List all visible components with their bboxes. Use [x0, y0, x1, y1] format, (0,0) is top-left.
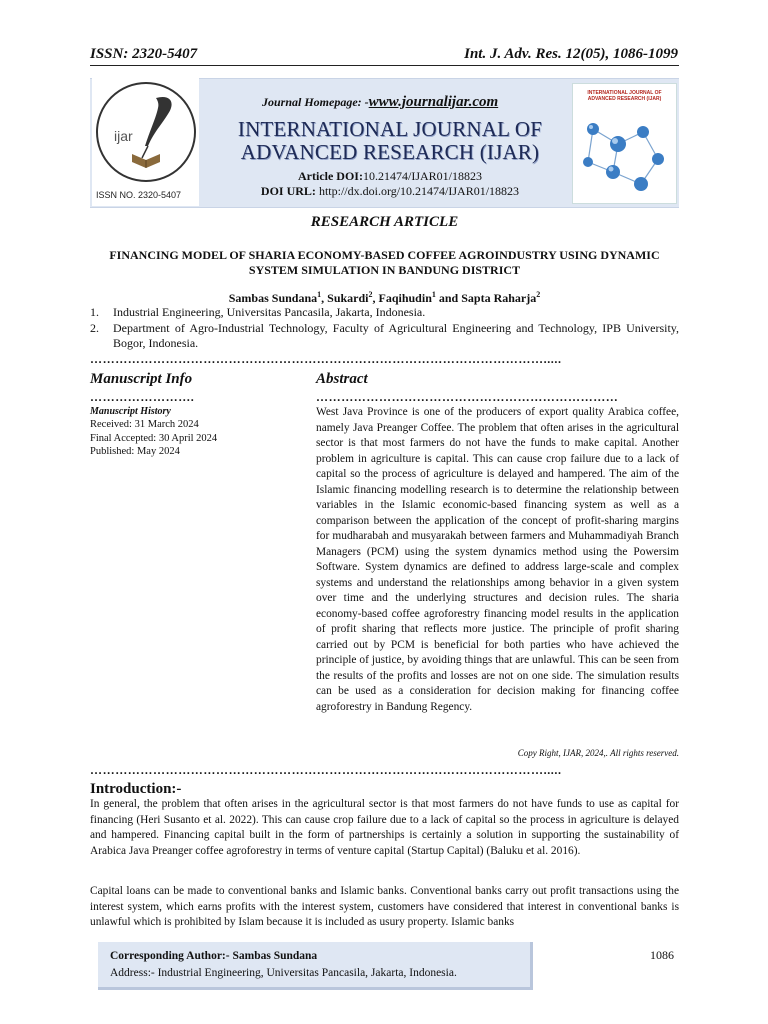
affiliation-text: Industrial Engineering, Universitas Pancasila, Jakarta, Indonesia. — [113, 305, 426, 319]
author-separator: , — [372, 291, 379, 305]
header-rule — [90, 65, 679, 66]
logo-issn: ISSN NO. 2320-5407 — [96, 190, 182, 200]
author: Sukardi — [327, 291, 369, 305]
address-text: - Industrial Engineering, Universitas Pancasila, Jakarta, Indonesia. — [150, 967, 457, 979]
doi-url-label: DOI URL: — [260, 184, 316, 198]
affiliation-number: 1. — [90, 305, 99, 319]
introduction-paragraph-2: Capital loans can be made to conventional banks and Islamic banks. Conventional banks carry out profit transactions using the interest system, which earns profits with the interest system, customers have considered that interest in conventional banks is unlawful which is prohibited by Islam because it is included as usury property. Islamic banks — [90, 885, 679, 928]
journal-cover-image — [572, 83, 677, 204]
author-address — [110, 967, 457, 979]
received-date: Received: 31 March 2024 — [90, 419, 199, 430]
copyright-notice: Copy Right, IJAR, 2024,. All rights reserved. — [517, 748, 679, 758]
author-separator: and — [435, 291, 462, 305]
journal-title-line1: INTERNATIONAL JOURNAL OF — [237, 117, 543, 141]
author-affiliation-mark: 2 — [368, 290, 373, 299]
paper-title-line1: FINANCING MODEL OF SHARIA ECONOMY-BASED COFFEE AGROINDUSTRY USING DYNAMIC — [109, 248, 660, 262]
abstract-heading: Abstract — [316, 371, 368, 387]
manuscript-history-label: Manuscript History — [90, 406, 171, 417]
doi-url-link[interactable]: http://dx.doi.org/10.21474/IJAR01/18823 — [315, 184, 520, 198]
introduction-paragraph-1: In general, the problem that often arises in the agricultural sector is that most farmers do not have funds to use as capital for financing (Heri Susanto et al. 2022). This can cause crop failure due to a lack of capital so the process in agriculture is delayed and hampered. Financing capital built in the form of partnerships is certainly a solution in supporting the sustainability of Arabica Java Preanger coffee agroforestry in terms of venture capital (Startup Capital) (Baluku et al. 2016). — [90, 798, 679, 857]
dotted-separator: ……………………. — [90, 390, 195, 404]
cover-title: INTERNATIONAL JOURNAL OF ADVANCED RESEARCH (IJAR) — [587, 90, 662, 102]
journal-title-line2: ADVANCED RESEARCH (IJAR) — [240, 140, 540, 164]
manuscript-info-heading: Manuscript Info — [90, 371, 193, 387]
paper-title-line2: SYSTEM SIMULATION IN BANDUNG DISTRICT — [248, 263, 521, 277]
dotted-separator: ………………………………………………………………………………………………..... — [90, 352, 562, 366]
ijar-logo — [92, 78, 199, 206]
corresponding-author: Corresponding Author:- Sambas Sundana — [110, 950, 318, 962]
introduction-heading: Introduction:- — [90, 781, 182, 797]
logo-text: ijar — [114, 128, 133, 144]
published-date: Published: May 2024 — [90, 446, 180, 457]
article-doi — [215, 169, 565, 184]
affiliation-2 — [90, 321, 679, 351]
corresponding-author-box — [98, 942, 533, 990]
journal-reference: Int. J. Adv. Res. 12(05), 1086-1099 — [464, 46, 678, 62]
paper-title — [90, 248, 679, 278]
author: Sambas Sundana — [228, 291, 318, 305]
journal-homepage — [262, 94, 498, 111]
molecule-icon — [573, 84, 676, 203]
homepage-label: Journal Homepage: - — [262, 95, 369, 109]
homepage-link[interactable]: www.journalijar.com — [368, 94, 499, 110]
affiliation-text: Department of Agro-Industrial Technology, Faculty of Agricultural Engineering and Technology, IPB University, Bogor, Indonesia. — [113, 321, 679, 350]
author-affiliation-mark: 2 — [536, 290, 541, 299]
quill-book-icon — [98, 84, 194, 180]
accepted-date: Final Accepted: 30 April 2024 — [90, 433, 218, 444]
issn-header: ISSN: 2320-5407 — [90, 46, 198, 62]
page-number: 1086 — [650, 948, 674, 962]
journal-title — [215, 118, 565, 164]
dotted-separator: ………………………………………………………………………………………………..... — [90, 763, 562, 777]
author-list — [90, 290, 679, 306]
author: Sapta Raharja — [461, 291, 537, 305]
affiliation-1 — [90, 305, 679, 320]
dotted-separator: ……………………………………………………………… — [316, 390, 619, 404]
doi-url — [215, 184, 565, 199]
logo-circle — [96, 82, 196, 182]
doi-value: 10.21474/IJAR01/18823 — [362, 169, 482, 183]
abstract-text: West Java Province is one of the producers of export quality Arabica coffee, namely Java Preanger Coffee. The problem that often arises in the agricultural sector is that most farmers do not have the funds to make capital. Another problem in agriculture is capital. This can cause crop failure due to a lack of capital so the process of agriculture is delayed and hampered. The aim of the Islamic financing modelling research is to determine the relationship between variables in the Islamic economic-based financing system as well as a comparison between the application of the concept of profit-sharing margins for mudharabah and musyarakah between farmers and Muhammadiyah Branch Managers (PCM) using the system dynamics method using the Powersim Software. System dynamics are defined to address large-scale and complex systems and understand the relationships among behavior in a given system over time and the underlying structures and decision rules. The sharia economy-based coffee agroforestry financing model results in the application of profit sharing that reflects more justice. The principle of profit sharing carried out by PCM is beneficial for both parties who have achieved the principle of justice, by avoiding things that are unlawful. This can be seen from the results of the profits and losses are not on one side. The simulation results can be used as a consideration for decision making for financing coffee agroforestry in Bandung Regency. — [316, 406, 679, 713]
author-affiliation-mark: 1 — [317, 290, 322, 299]
article-type: RESEARCH ARTICLE — [310, 214, 459, 230]
author-separator: , — [321, 291, 328, 305]
author: Faqihudin — [378, 291, 432, 305]
address-label: Address: — [110, 967, 151, 979]
affiliation-number: 2. — [90, 321, 99, 335]
author-affiliation-mark: 1 — [431, 290, 436, 299]
doi-label: Article DOI: — [298, 169, 363, 183]
